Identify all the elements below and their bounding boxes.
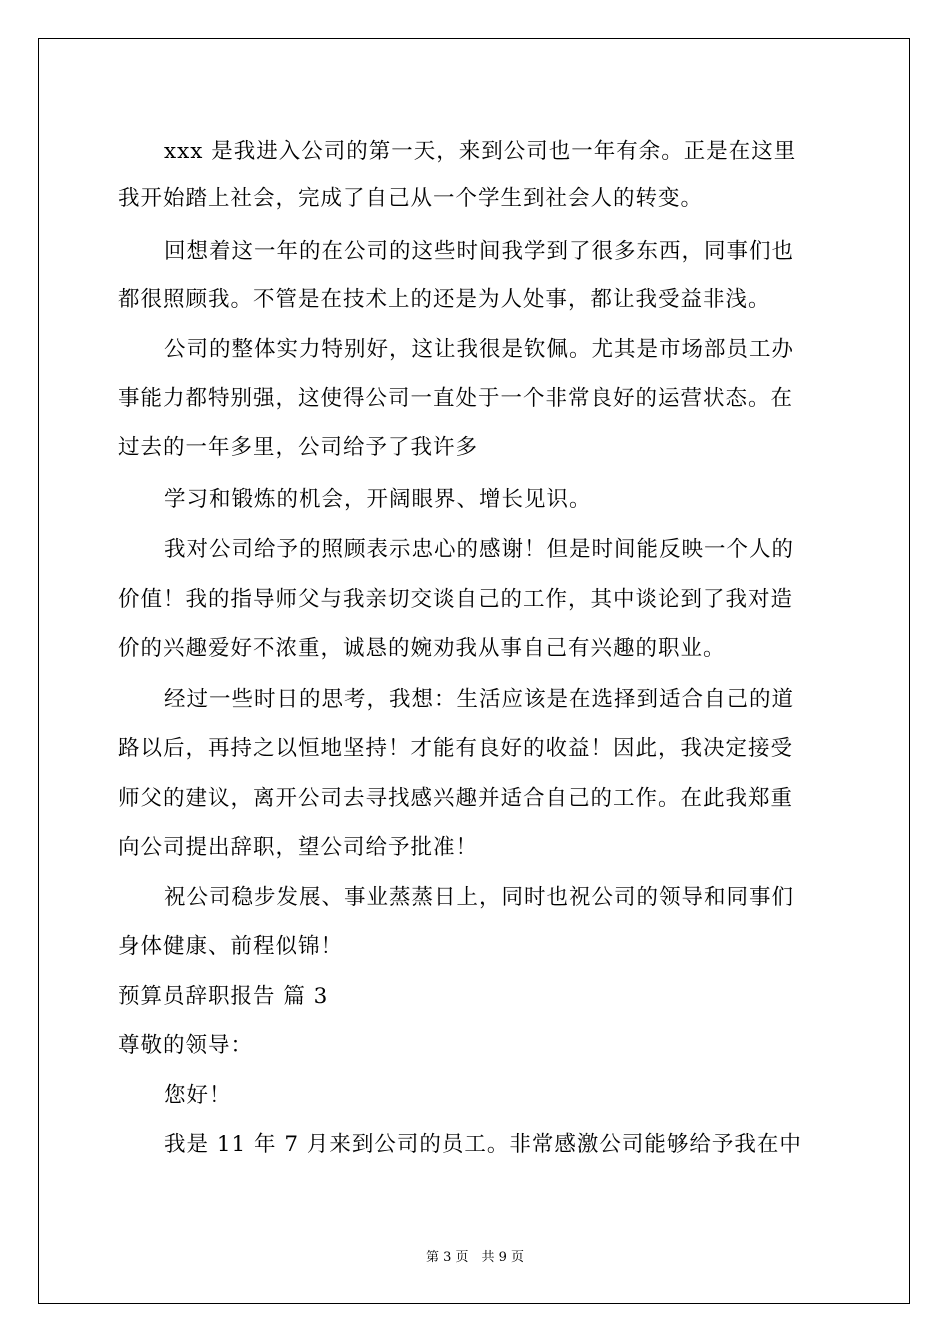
paragraph-line: 都很照顾我。不管是在技术上的还是为人处事，都让我受益非浅。 (118, 287, 771, 312)
paragraph-line: 祝公司稳步发展、事业蒸蒸日上，同时也祝公司的领导和同事们 (164, 885, 795, 910)
page-number-footer: 第 3 页 共 9 页 (425, 1250, 525, 1265)
paragraph-line: 事能力都特别强，这使得公司一直处于一个非常良好的运营状态。在 (118, 386, 794, 411)
greeting: 您好！ (164, 1083, 232, 1108)
paragraph-line: 师父的建议，离开公司去寻找感兴趣并适合自己的工作。在此我郑重 (118, 786, 794, 811)
paragraph-line: 路以后，再持之以恒地坚持！才能有良好的收益！因此，我决定接受 (118, 736, 794, 761)
paragraph-line: 我对公司给予的照顾表示忠心的感谢！但是时间能反映一个人的 (164, 537, 795, 562)
paragraph-line: 向公司提出辞职，望公司给予批准！ (118, 835, 479, 860)
paragraph-line: 价值！我的指导师父与我亲切交谈自己的工作，其中谈论到了我对造 (118, 587, 794, 612)
section-heading: 预算员辞职报告 篇 3 (118, 984, 329, 1009)
paragraph-line: 公司的整体实力特别好，这让我很是钦佩。尤其是市场部员工办 (164, 337, 795, 362)
paragraph-line: 我是 11 年 7 月来到公司的员工。非常感激公司能够给予我在中 (164, 1132, 802, 1157)
paragraph-line: 学习和锻炼的机会，开阔眼界、增长见识。 (164, 487, 592, 512)
paragraph-line: 回想着这一年的在公司的这些时间我学到了很多东西，同事们也 (164, 239, 795, 264)
paragraph-line: 过去的一年多里，公司给予了我许多 (118, 435, 479, 460)
salutation: 尊敬的领导： (118, 1033, 254, 1058)
paragraph-line: 价的兴趣爱好不浓重，诚恳的婉劝我从事自己有兴趣的职业。 (118, 636, 726, 661)
page-frame (38, 38, 910, 1304)
paragraph-line: 经过一些时日的思考，我想：生活应该是在选择到适合自己的道 (164, 687, 795, 712)
paragraph-line: 我开始踏上社会，完成了自己从一个学生到社会人的转变。 (118, 186, 704, 211)
paragraph-line: 身体健康、前程似锦！ (118, 934, 344, 959)
paragraph-line: xxx 是我进入公司的第一天，来到公司也一年有余。正是在这里 (164, 139, 797, 164)
